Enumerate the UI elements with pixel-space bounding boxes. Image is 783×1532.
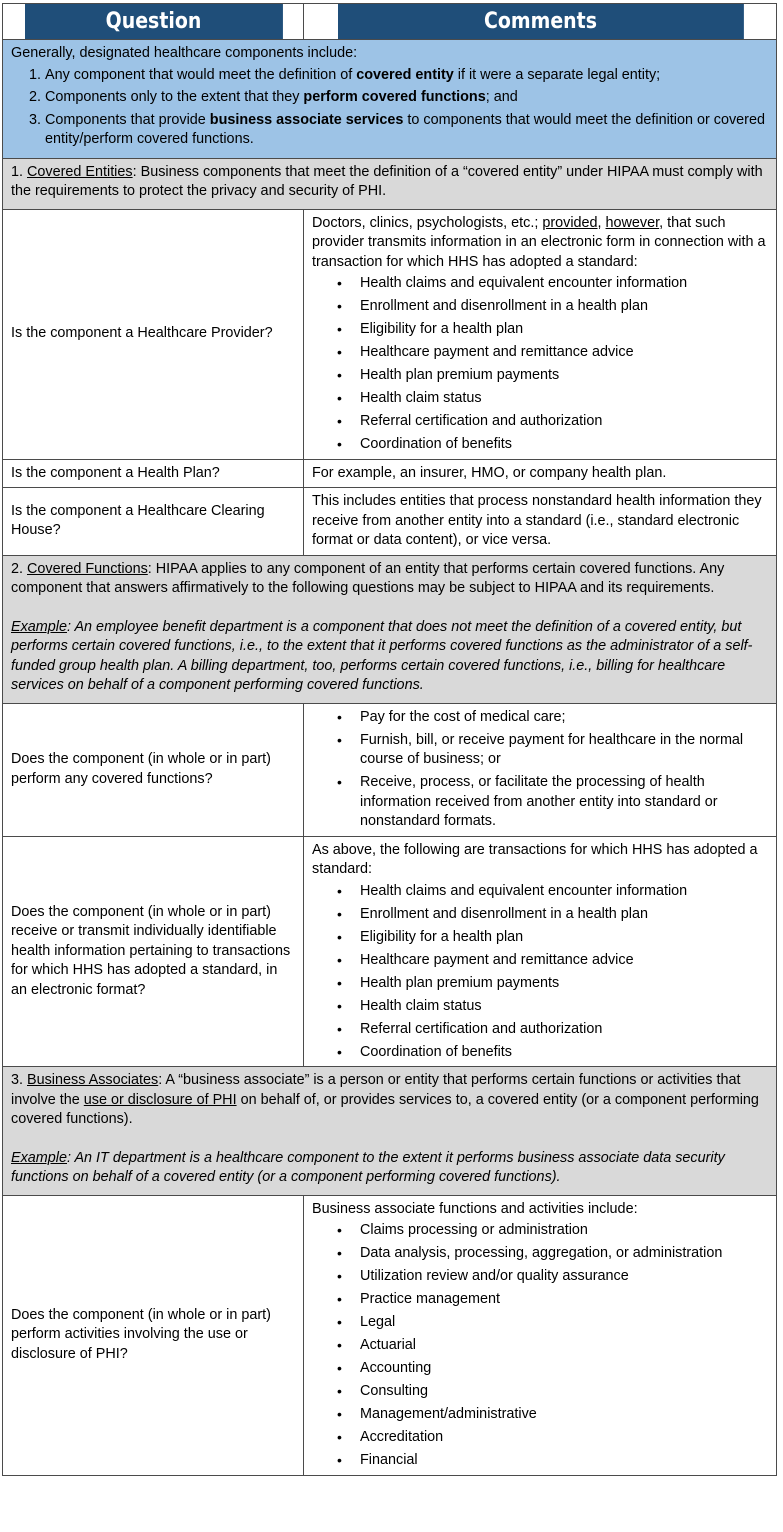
list-item: • Referral certification and authorization (360, 412, 768, 432)
list-item: • Data analysis, processing, aggregation, or administration (360, 1244, 768, 1264)
question-cell: Does the component (in whole or in part) perform activities involving the use or disclosure of PHI? (3, 1195, 304, 1475)
list-item: • Health claim status (360, 997, 768, 1017)
comment-text: As above, the following are transactions for which HHS has adopted a standard: (312, 841, 758, 877)
list-item: 3. Components that provide business associate services to components that would meet the definition or covered entity/perform covered functions. (45, 111, 768, 150)
list-item: • Health claims and equivalent encounter information (360, 274, 768, 294)
list-item: • Health claims and equivalent encounter information (360, 882, 768, 902)
list-item: • Accreditation (360, 1428, 768, 1448)
section-heading-cell (3, 1067, 777, 1196)
table-row (3, 703, 777, 836)
list-item: • Practice management (360, 1290, 768, 1310)
comment-cell: This includes entities that process nonstandard health information they receive from another entity into a standard (i.e., standard electronic format or data content), or vice versa. (304, 488, 777, 556)
bullet-list (312, 882, 768, 1063)
list-item: • Actuarial (360, 1336, 768, 1356)
list-item: • Legal (360, 1313, 768, 1333)
section-text: 3. Business Associates: A “business associate” is a person or entity that performs certain functions or activities that involve the use or disclosure of PHI on behalf of, or provides services to, a covered entity (or a component performing covered functions). (11, 1072, 759, 1127)
comment-cell (304, 209, 777, 459)
bullet-list (312, 274, 768, 455)
list-item: • Eligibility for a health plan (360, 320, 768, 340)
list-item: • Management/administrative (360, 1405, 768, 1425)
list-item: 1. Any component that would meet the definition of covered entity if it were a separate legal entity; (45, 66, 768, 86)
list-item: • Financial (360, 1451, 768, 1471)
comments-column-header: Comments (337, 4, 744, 40)
comment-cell (304, 1195, 777, 1475)
question-cell: Does the component (in whole or in part) perform any covered functions? (3, 703, 304, 836)
list-item: • Health plan premium payments (360, 974, 768, 994)
intro-lead: Generally, designated healthcare components include: (11, 45, 358, 61)
comment-cell (304, 836, 777, 1067)
intro-row (3, 40, 777, 159)
list-item: • Accounting (360, 1359, 768, 1379)
list-item: • Referral certification and authorization (360, 1020, 768, 1040)
list-item: • Coordination of benefits (360, 435, 768, 455)
bullet-list (312, 1221, 768, 1471)
question-cell: Is the component a Healthcare Clearing House? (3, 488, 304, 556)
list-item: • Healthcare payment and remittance advice (360, 343, 768, 363)
list-item: • Healthcare payment and remittance advice (360, 951, 768, 971)
comment-text: Doctors, clinics, psychologists, etc.; provided, however, that such provider transmits information in an electronic form in connection with a transaction for which HHS has adopted a standard: (312, 214, 766, 270)
hipaa-component-table (2, 3, 777, 1476)
comment-cell: For example, an insurer, HMO, or company health plan. (304, 459, 777, 488)
bullet-list (312, 708, 768, 832)
table-row (3, 488, 777, 556)
list-item: • Enrollment and disenrollment in a health plan (360, 905, 768, 925)
list-item: • Coordination of benefits (360, 1043, 768, 1063)
list-item: • Eligibility for a health plan (360, 928, 768, 948)
section-text: 2. Covered Functions: HIPAA applies to any component of an entity that performs certain covered functions. Any component that answers affirmatively to the following questions may be subject to HIPAA and its requirements. (11, 560, 725, 596)
comment-text: Business associate functions and activities include: (312, 1200, 638, 1217)
intro-list (11, 66, 768, 150)
intro-cell (3, 40, 777, 159)
list-item: • Receive, process, or facilitate the processing of health information received from another entity into standard or nonstandard formats. (360, 773, 768, 832)
list-item: • Enrollment and disenrollment in a health plan (360, 297, 768, 317)
question-cell: Is the component a Health Plan? (3, 459, 304, 488)
list-item: • Health plan premium payments (360, 366, 768, 386)
table-row (3, 836, 777, 1067)
section-heading-cell (3, 555, 777, 703)
list-item: • Consulting (360, 1382, 768, 1402)
question-cell: Is the component a Healthcare Provider? (3, 209, 304, 459)
list-item: 2. Components only to the extent that they perform covered functions; and (45, 88, 768, 108)
section-heading-cell: 1. Covered Entities: Business components that meet the definition of a “covered entity” under HIPAA must comply with the requirements to protect the privacy and security of PHI. (3, 158, 777, 209)
table-row (3, 1195, 777, 1475)
table-row (3, 209, 777, 459)
list-item: • Furnish, bill, or receive payment for healthcare in the normal course of business; or (360, 731, 768, 770)
comment-cell (304, 703, 777, 836)
list-item: • Health claim status (360, 389, 768, 409)
list-item: • Claims processing or administration (360, 1221, 768, 1241)
section-business-associates (3, 1067, 777, 1196)
table-header-row (3, 4, 777, 40)
list-item: • Pay for the cost of medical care; (360, 708, 768, 728)
question-column-header: Question (24, 4, 283, 40)
table-row (3, 459, 777, 488)
example-text: Example: An employee benefit department is a component that does not meet the definition of a covered entity, but performs certain covered functions, i.e., to the extent that it performs covered functions as the administrator of a self-funded group health plan. A billing department, too, performs certain covered functions, i.e., billing for healthcare services on behalf of a component performing covered functions. (11, 618, 753, 693)
example-text: Example: An IT department is a healthcare component to the extent it performs business associate data security functions on behalf of a covered entity (or a component performing covered functions). (11, 1149, 725, 1185)
question-cell: Does the component (in whole or in part) receive or transmit individually identifiable health information pertaining to transactions for which HHS has adopted a standard, in an electronic format? (3, 836, 304, 1067)
section-covered-functions (3, 555, 777, 703)
list-item: • Utilization review and/or quality assurance (360, 1267, 768, 1287)
section-covered-entities (3, 158, 777, 209)
